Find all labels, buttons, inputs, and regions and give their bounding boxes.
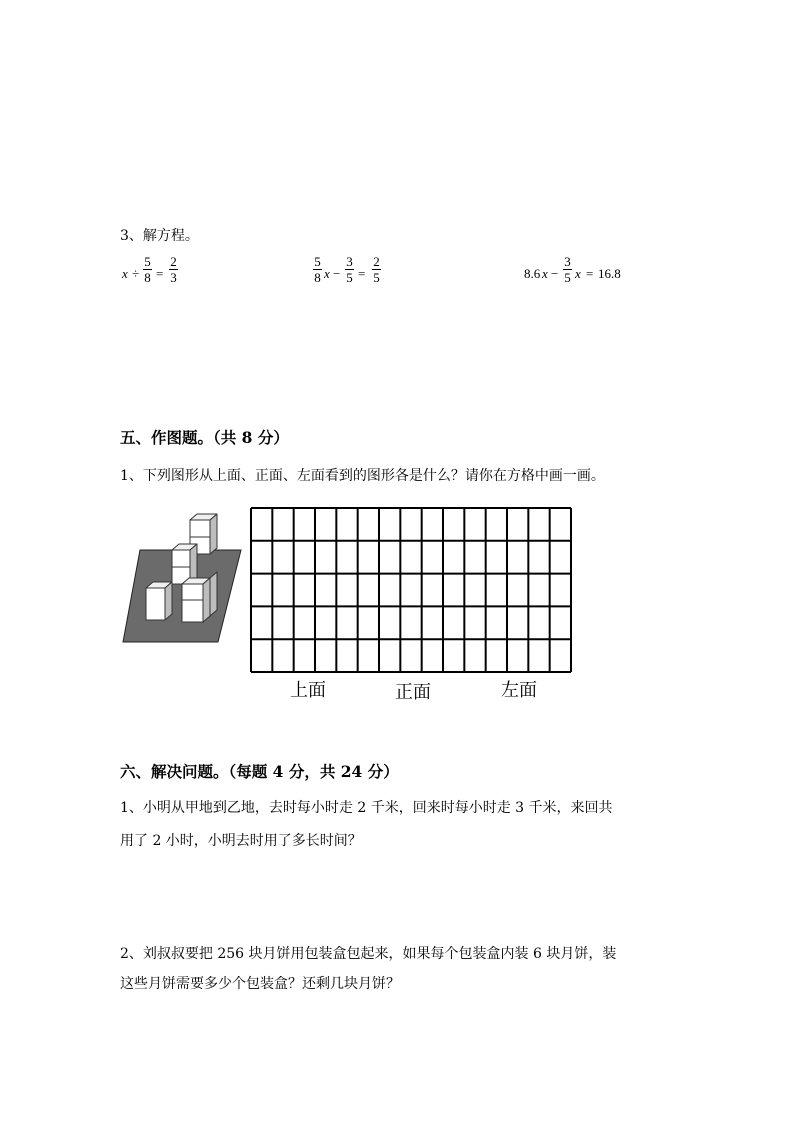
fraction: 2 5 <box>373 254 380 285</box>
label-top-view: 上面 <box>290 680 326 701</box>
fraction: 2 3 <box>170 254 177 285</box>
equation-1: x ÷ 5 8 = 2 3 <box>122 255 202 295</box>
section-6-heading: 六、解决问题。（每题 4 分，共 24 分） <box>120 762 399 781</box>
fraction: 3 5 <box>346 254 353 285</box>
fraction: 5 8 <box>144 254 151 285</box>
question-3-title: 3、解方程。 <box>120 228 199 244</box>
drawing-grid[interactable] <box>250 507 574 675</box>
equation-3: 8.6 x − 3 5 x = 16.8 <box>524 254 621 285</box>
section-6-question-2-line-2: 这些月饼需要多少个包装盒？还剩几块月饼？ <box>120 976 400 992</box>
section-5-heading: 五、作图题。（共 8 分） <box>120 428 289 447</box>
cube-figure-image <box>120 510 246 645</box>
fraction: 3 5 <box>564 254 571 285</box>
section-5-question-1: 1、下列图形从上面、正面、左面看到的图形各是什么？请你在方格中画一画。 <box>120 468 605 484</box>
section-6-question-2-line-1: 2、刘叔叔要把 256 块月饼用包装盒包起来，如果每个包装盒内装 6 块月饼，装 <box>120 946 617 962</box>
section-6-question-1-line-2: 用了 2 小时，小明去时用了多长时间？ <box>120 833 362 849</box>
label-left-view: 左面 <box>501 680 537 701</box>
fraction: 5 8 <box>314 254 321 285</box>
label-front-view: 正面 <box>395 682 431 703</box>
section-6-question-1-line-1: 1、小明从甲地到乙地，去时每小时走 2 千米，回来时每小时走 3 千米，来回共 <box>120 800 613 816</box>
equation-2: 5 8 x − 3 5 = 2 5 <box>312 255 402 295</box>
